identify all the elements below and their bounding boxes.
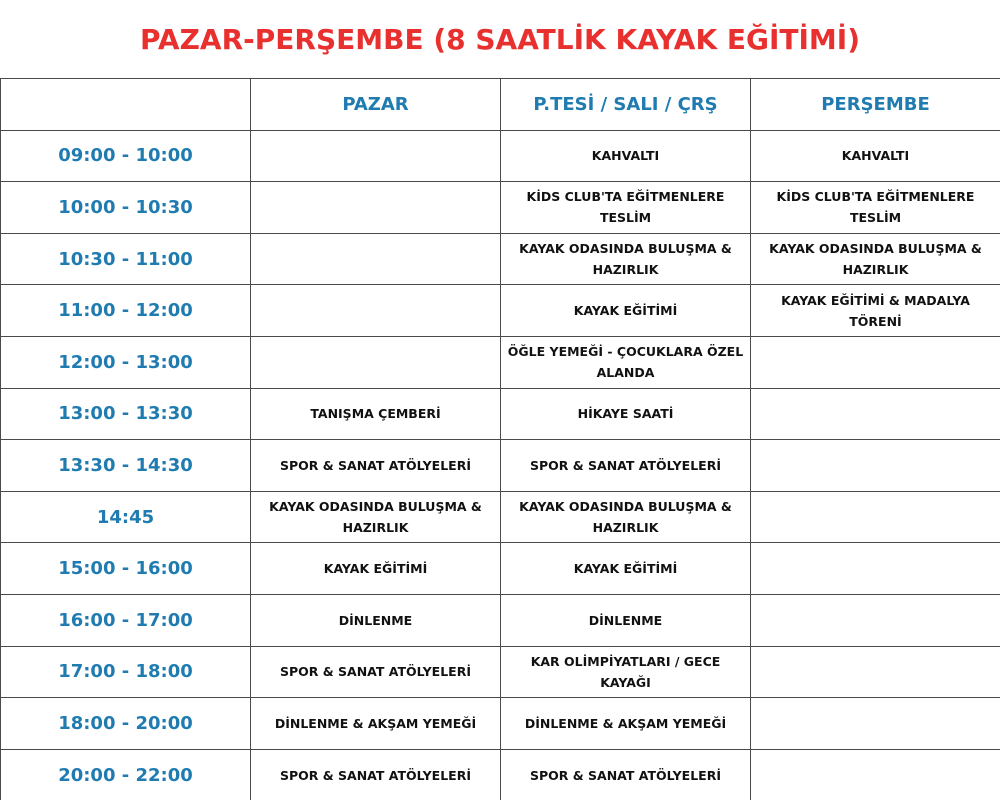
pazar-cell [251, 285, 501, 337]
persembe-cell [751, 646, 1000, 698]
page-title: PAZAR-PERŞEMBE (8 SAATLİK KAYAK EĞİTİMİ) [139, 22, 861, 56]
pazar-cell: KAYAK ODASINDA BULUŞMA & HAZIRLIK [251, 491, 501, 543]
ptesi-cell: KAYAK EĞİTİMİ [501, 543, 751, 595]
time-cell: 13:00 - 13:30 [1, 388, 251, 440]
persembe-cell [751, 388, 1000, 440]
table-row [1, 594, 1000, 646]
pazar-cell [251, 130, 501, 182]
time-cell: 10:30 - 11:00 [1, 233, 251, 285]
ptesi-cell: SPOR & SANAT ATÖLYELERİ [501, 749, 751, 800]
ptesi-cell: HİKAYE SAATİ [501, 388, 751, 440]
table-row [1, 491, 1000, 543]
time-cell: 10:00 - 10:30 [1, 182, 251, 234]
time-cell: 09:00 - 10:00 [1, 130, 251, 182]
table-row [1, 388, 1000, 440]
persembe-cell: KAYAK EĞİTİMİ & MADALYA TÖRENİ [751, 285, 1000, 337]
persembe-cell: KAYAK ODASINDA BULUŞMA & HAZIRLIK [751, 233, 1000, 285]
table-row [1, 285, 1000, 337]
persembe-cell [751, 491, 1000, 543]
ptesi-cell: KAYAK ODASINDA BULUŞMA & HAZIRLIK [501, 233, 751, 285]
ptesi-cell: ÖĞLE YEMEĞİ - ÇOCUKLARA ÖZEL ALANDA [501, 336, 751, 388]
persembe-cell: KİDS CLUB'TA EĞİTMENLERE TESLİM [751, 182, 1000, 234]
persembe-cell [751, 440, 1000, 492]
table-row [1, 336, 1000, 388]
schedule-table [0, 78, 1000, 800]
header-row [1, 79, 1000, 131]
time-cell: 20:00 - 22:00 [1, 749, 251, 800]
ptesi-cell: KAYAK ODASINDA BULUŞMA & HAZIRLIK [501, 491, 751, 543]
table-row [1, 233, 1000, 285]
table-row [1, 182, 1000, 234]
ptesi-cell: KAYAK EĞİTİMİ [501, 285, 751, 337]
pazar-cell: SPOR & SANAT ATÖLYELERİ [251, 749, 501, 800]
pazar-cell [251, 182, 501, 234]
time-cell: 15:00 - 16:00 [1, 543, 251, 595]
ptesi-cell: KAHVALTI [501, 130, 751, 182]
table-row [1, 440, 1000, 492]
time-cell: 18:00 - 20:00 [1, 698, 251, 750]
header-pazar: PAZAR [251, 79, 501, 131]
time-cell: 12:00 - 13:00 [1, 336, 251, 388]
table-row [1, 749, 1000, 800]
pazar-cell [251, 233, 501, 285]
pazar-cell: TANIŞMA ÇEMBERİ [251, 388, 501, 440]
time-cell: 17:00 - 18:00 [1, 646, 251, 698]
persembe-cell [751, 594, 1000, 646]
persembe-cell [751, 543, 1000, 595]
header-corner [1, 79, 251, 131]
table-row [1, 646, 1000, 698]
persembe-cell: KAHVALTI [751, 130, 1000, 182]
ptesi-cell: DİNLENME [501, 594, 751, 646]
table-row [1, 543, 1000, 595]
time-cell: 16:00 - 17:00 [1, 594, 251, 646]
header-ptesi-sali-carsamba: P.TESİ / SALI / ÇRŞ [501, 79, 751, 131]
pazar-cell: DİNLENME & AKŞAM YEMEĞİ [251, 698, 501, 750]
pazar-cell: SPOR & SANAT ATÖLYELERİ [251, 440, 501, 492]
persembe-cell [751, 698, 1000, 750]
time-cell: 13:30 - 14:30 [1, 440, 251, 492]
pazar-cell [251, 336, 501, 388]
ptesi-cell: KAR OLİMPİYATLARI / GECE KAYAĞI [501, 646, 751, 698]
ptesi-cell: SPOR & SANAT ATÖLYELERİ [501, 440, 751, 492]
pazar-cell: KAYAK EĞİTİMİ [251, 543, 501, 595]
table-row [1, 130, 1000, 182]
table-row [1, 698, 1000, 750]
persembe-cell [751, 749, 1000, 800]
time-cell: 11:00 - 12:00 [1, 285, 251, 337]
ptesi-cell: DİNLENME & AKŞAM YEMEĞİ [501, 698, 751, 750]
pazar-cell: DİNLENME [251, 594, 501, 646]
persembe-cell [751, 336, 1000, 388]
pazar-cell: SPOR & SANAT ATÖLYELERİ [251, 646, 501, 698]
header-persembe: PERŞEMBE [751, 79, 1000, 131]
time-cell: 14:45 [1, 491, 251, 543]
ptesi-cell: KİDS CLUB'TA EĞİTMENLERE TESLİM [501, 182, 751, 234]
